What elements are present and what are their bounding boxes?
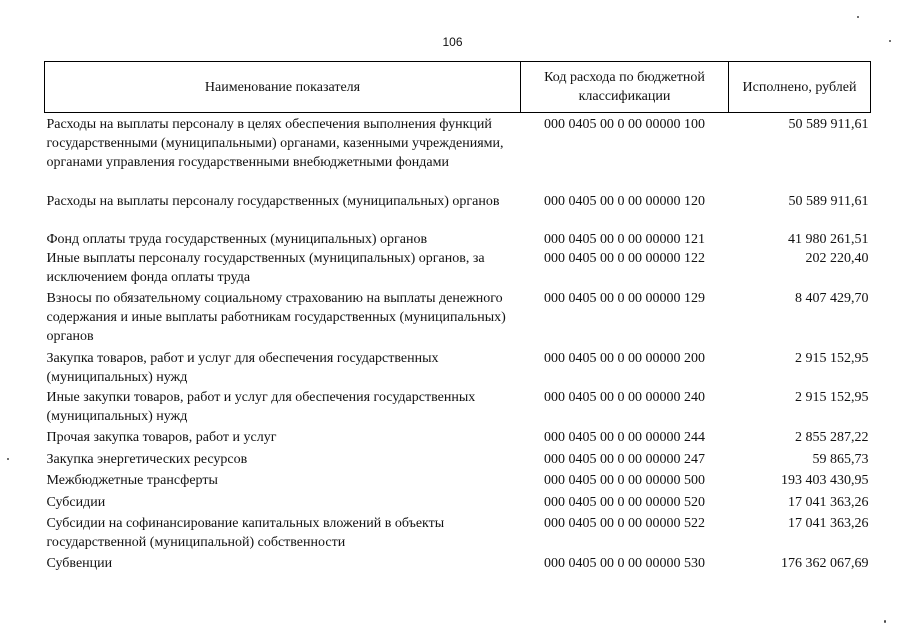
table-row (45, 450, 871, 471)
amount-cell: 59 865,73 (812, 451, 869, 467)
amount-cell: 8 407 429,70 (795, 290, 869, 306)
table-row (45, 289, 871, 349)
budget-code-cell: 000 0405 00 0 00 00000 240 (544, 389, 705, 405)
amount-cell: 2 915 152,95 (795, 350, 869, 366)
budget-code-cell: 000 0405 00 0 00 00000 129 (544, 290, 705, 306)
amount-cell: 2 855 287,22 (795, 429, 869, 445)
header-indicator-name: Наименование показателя (45, 62, 521, 113)
budget-code-cell: 000 0405 00 0 00 00000 522 (544, 515, 705, 531)
indicator-name-cell: Расходы на выплаты персоналу в целях обеспечения выполнения функций государственными (муниципальными) органами, казенными учреждениями, органами управления государственными внебюджетными фондами (46, 117, 504, 170)
indicator-name-cell: Закупка товаров, работ и услуг для обеспечения государственных (муниципальных) нужд (46, 350, 439, 385)
amount-cell: 17 041 363,26 (788, 494, 869, 510)
scan-speck (857, 16, 859, 18)
table-row (45, 192, 871, 230)
table-row (45, 493, 871, 514)
budget-code-cell: 000 0405 00 0 00 00000 244 (544, 429, 705, 445)
budget-code-cell: 000 0405 00 0 00 00000 120 (544, 193, 705, 209)
amount-cell: 17 041 363,26 (788, 515, 869, 531)
table-body (45, 113, 871, 574)
scan-speck (884, 620, 886, 623)
expense-report-table (44, 61, 871, 574)
indicator-name-cell: Субвенции (46, 555, 113, 571)
budget-code-cell: 000 0405 00 0 00 00000 530 (544, 555, 705, 571)
table-row (45, 113, 871, 192)
indicator-name-cell: Расходы на выплаты персоналу государственных (муниципальных) органов (46, 193, 500, 209)
table-row (45, 514, 871, 554)
budget-code-cell: 000 0405 00 0 00 00000 200 (544, 350, 705, 366)
budget-code-cell: 000 0405 00 0 00 00000 500 (544, 472, 705, 488)
table-row (45, 428, 871, 450)
indicator-name-cell: Субсидии (46, 494, 106, 510)
header-executed-amount: Исполнено, рублей (729, 62, 871, 113)
budget-code-cell: 000 0405 00 0 00 00000 121 (544, 231, 705, 247)
table-row (45, 471, 871, 493)
indicator-name-cell: Иные выплаты персоналу государственных (муниципальных) органов, за исключением фонда оплаты труда (46, 250, 485, 285)
table-row (45, 349, 871, 388)
budget-code-cell: 000 0405 00 0 00 00000 122 (544, 250, 705, 266)
scan-speck (889, 40, 891, 42)
indicator-name-cell: Взносы по обязательному социальному страхованию на выплаты денежного содержания и иные выплаты работникам государственных (муниципальных) органов (46, 290, 506, 344)
amount-cell: 50 589 911,61 (788, 193, 869, 209)
page-number: 106 (442, 35, 463, 49)
amount-cell: 176 362 067,69 (781, 555, 869, 571)
table-row (45, 554, 871, 574)
table-row (45, 388, 871, 428)
scan-speck (7, 458, 9, 460)
amount-cell: 202 220,40 (805, 250, 869, 266)
amount-cell: 50 589 911,61 (788, 117, 869, 132)
amount-cell: 41 980 261,51 (788, 231, 869, 247)
table-row (45, 230, 871, 249)
indicator-name-cell: Фонд оплаты труда государственных (муниципальных) органов (46, 231, 428, 247)
budget-code-cell: 000 0405 00 0 00 00000 100 (544, 117, 705, 132)
header-budget-code: Код расхода по бюджетной классификации (521, 62, 729, 113)
amount-cell: 193 403 430,95 (781, 472, 869, 488)
budget-code-cell: 000 0405 00 0 00 00000 247 (544, 451, 705, 467)
indicator-name-cell: Закупка энергетических ресурсов (46, 451, 248, 467)
budget-code-cell: 000 0405 00 0 00 00000 520 (544, 494, 705, 510)
table-header (45, 62, 871, 113)
indicator-name-cell: Межбюджетные трансферты (46, 472, 218, 488)
indicator-name-cell: Иные закупки товаров, работ и услуг для обеспечения государственных (муниципальных) нужд (46, 389, 476, 424)
amount-cell: 2 915 152,95 (795, 389, 869, 405)
indicator-name-cell: Субсидии на софинансирование капитальных вложений в объекты государственной (муниципальной) собственности (46, 515, 445, 550)
table-row (45, 249, 871, 289)
header-row (45, 62, 871, 113)
indicator-name-cell: Прочая закупка товаров, работ и услуг (46, 429, 277, 445)
